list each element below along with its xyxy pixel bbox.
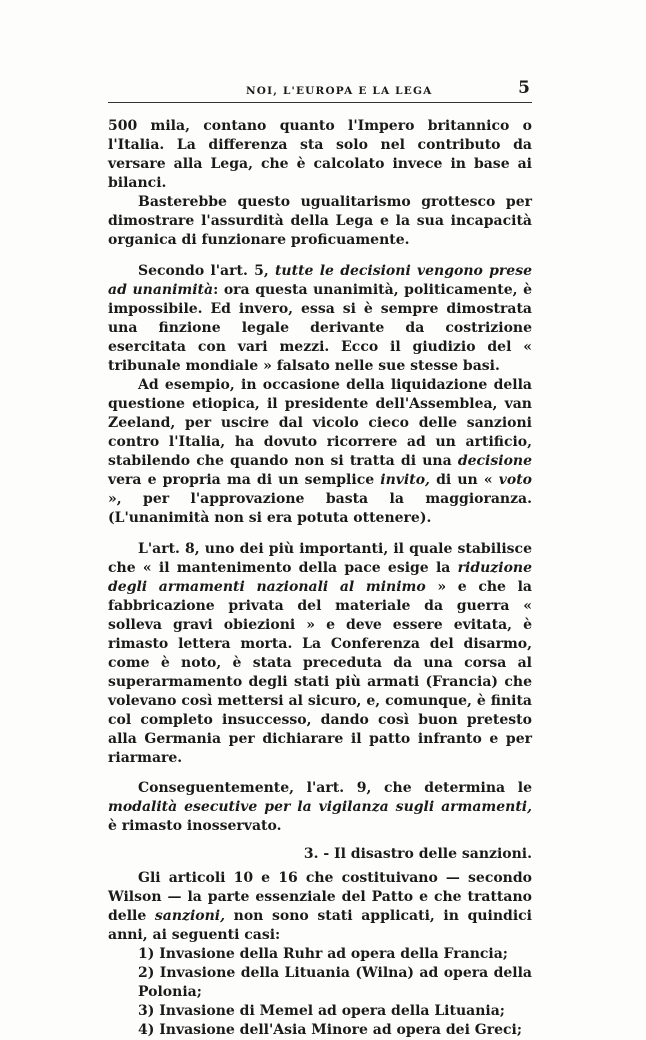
list-item: 1) Invasione della Ruhr ad opera della Francia; — [138, 946, 508, 962]
paragraph-5-text-a: L'art. 8, uno dei più importanti, il quale stabilisce che « il mantenimento della pace esige la — [108, 541, 532, 576]
paragraph-4-text-b: vera e propria ma di un semplice — [108, 472, 381, 488]
paragraph-1: 500 mila, contano quanto l'Impero britannico o l'Italia. La differenza sta solo nel contributo da versare alla Lega, che è calcolato invece in base ai bilanci. — [108, 118, 532, 191]
cases-list — [108, 945, 532, 1040]
running-title: NOI, L'EUROPA E LA LEGA — [246, 85, 433, 97]
page-number: 5 — [518, 78, 530, 98]
paragraph-4-text-c: di un « — [429, 472, 499, 488]
paragraph-7-text-a: Gli articoli 10 e 16 che costituivano — secondo Wilson — la parte essenziale del Patto e che trattano delle — [108, 870, 532, 924]
list-item: 2) Invasione della Lituania (Wilna) ad opera della Polonia; — [138, 965, 532, 1000]
paragraph-6-text-a: Conseguentemente, l'art. 9, che determina le — [138, 780, 532, 796]
page-body — [108, 117, 532, 1040]
paragraph-4-emphasis-1: decisione — [457, 453, 532, 469]
paragraph-5 — [108, 540, 532, 768]
list-item: 3) Invasione di Memel ad opera della Lituania; — [138, 1003, 505, 1019]
paragraph-5-text-b: » e che la fabbricazione privata del materiale da guerra « solleva gravi obiezioni » e deve essere evitata, è rimasto lettera morta. La Conferenza del disarmo, come è noto, è stata preceduta da una corsa al superarmamento degli stati più armati (Francia) che volevano così mettersi al sicuro, e, comunque, è finita col completo insuccesso, dando così buon pretesto alla Germania per dichiarare il patto infranto e per riarmare. — [108, 579, 532, 766]
paragraph-2: Basterebbe questo ugualitarismo grottesco per dimostrare l'assurdità della Lega e la sua incapacità organica di funzionare proficuamente. — [108, 194, 532, 248]
paragraph-6 — [108, 779, 532, 836]
paragraph-4 — [108, 376, 532, 528]
paragraph-3 — [108, 262, 532, 376]
paragraph-7-emphasis: sanzioni, — [154, 908, 225, 924]
paragraph-3-text-a: Secondo l'art. 5, — [138, 263, 275, 279]
paragraph-5-emphasis: riduzione degli armamenti nazionali al minimo — [108, 560, 532, 595]
paragraph-6-emphasis: modalità esecutive per la vigilanza sugli armamenti, — [108, 799, 532, 815]
paragraph-4-text-a: Ad esempio, in occasione della liquidazione della questione etiopica, il presidente dell'Assemblea, van Zeeland, per uscire dal vicolo cieco delle sanzioni contro l'Italia, ha dovuto ricorrere ad un artificio, stabilendo che quando non si tratta di una — [108, 377, 532, 469]
list-item: 4) Invasione dell'Asia Minore ad opera dei Greci; — [138, 1022, 523, 1038]
paragraph-3-emphasis: tutte le decisioni vengono prese ad unanimità — [108, 263, 532, 298]
paragraph-4-emphasis-3: voto — [498, 472, 532, 488]
paragraph-3-text-b: : ora questa unanimità, politicamente, è impossibile. Ed invero, essa si è sempre dimostrata una finzione legale derivante da costrizione esercitata con vari mezzi. Ecco il giudizio del « tribunale mondiale » falsato nelle sue stesse basi. — [108, 282, 532, 374]
paragraph-4-emphasis-2: invito, — [380, 472, 430, 488]
paragraph-7-text-b: non sono stati applicati, in quindici anni, ai seguenti casi: — [108, 908, 532, 943]
paragraph-7 — [108, 869, 532, 945]
running-header — [108, 80, 532, 103]
paragraph-6-text-b: è rimasto inosservato. — [108, 818, 282, 834]
paragraph-4-text-d: », per l'approvazione basta la maggioranza. (L'unanimità non si era potuta ottenere). — [108, 491, 532, 526]
section-heading: 3. - Il disastro delle sanzioni. — [303, 846, 532, 862]
